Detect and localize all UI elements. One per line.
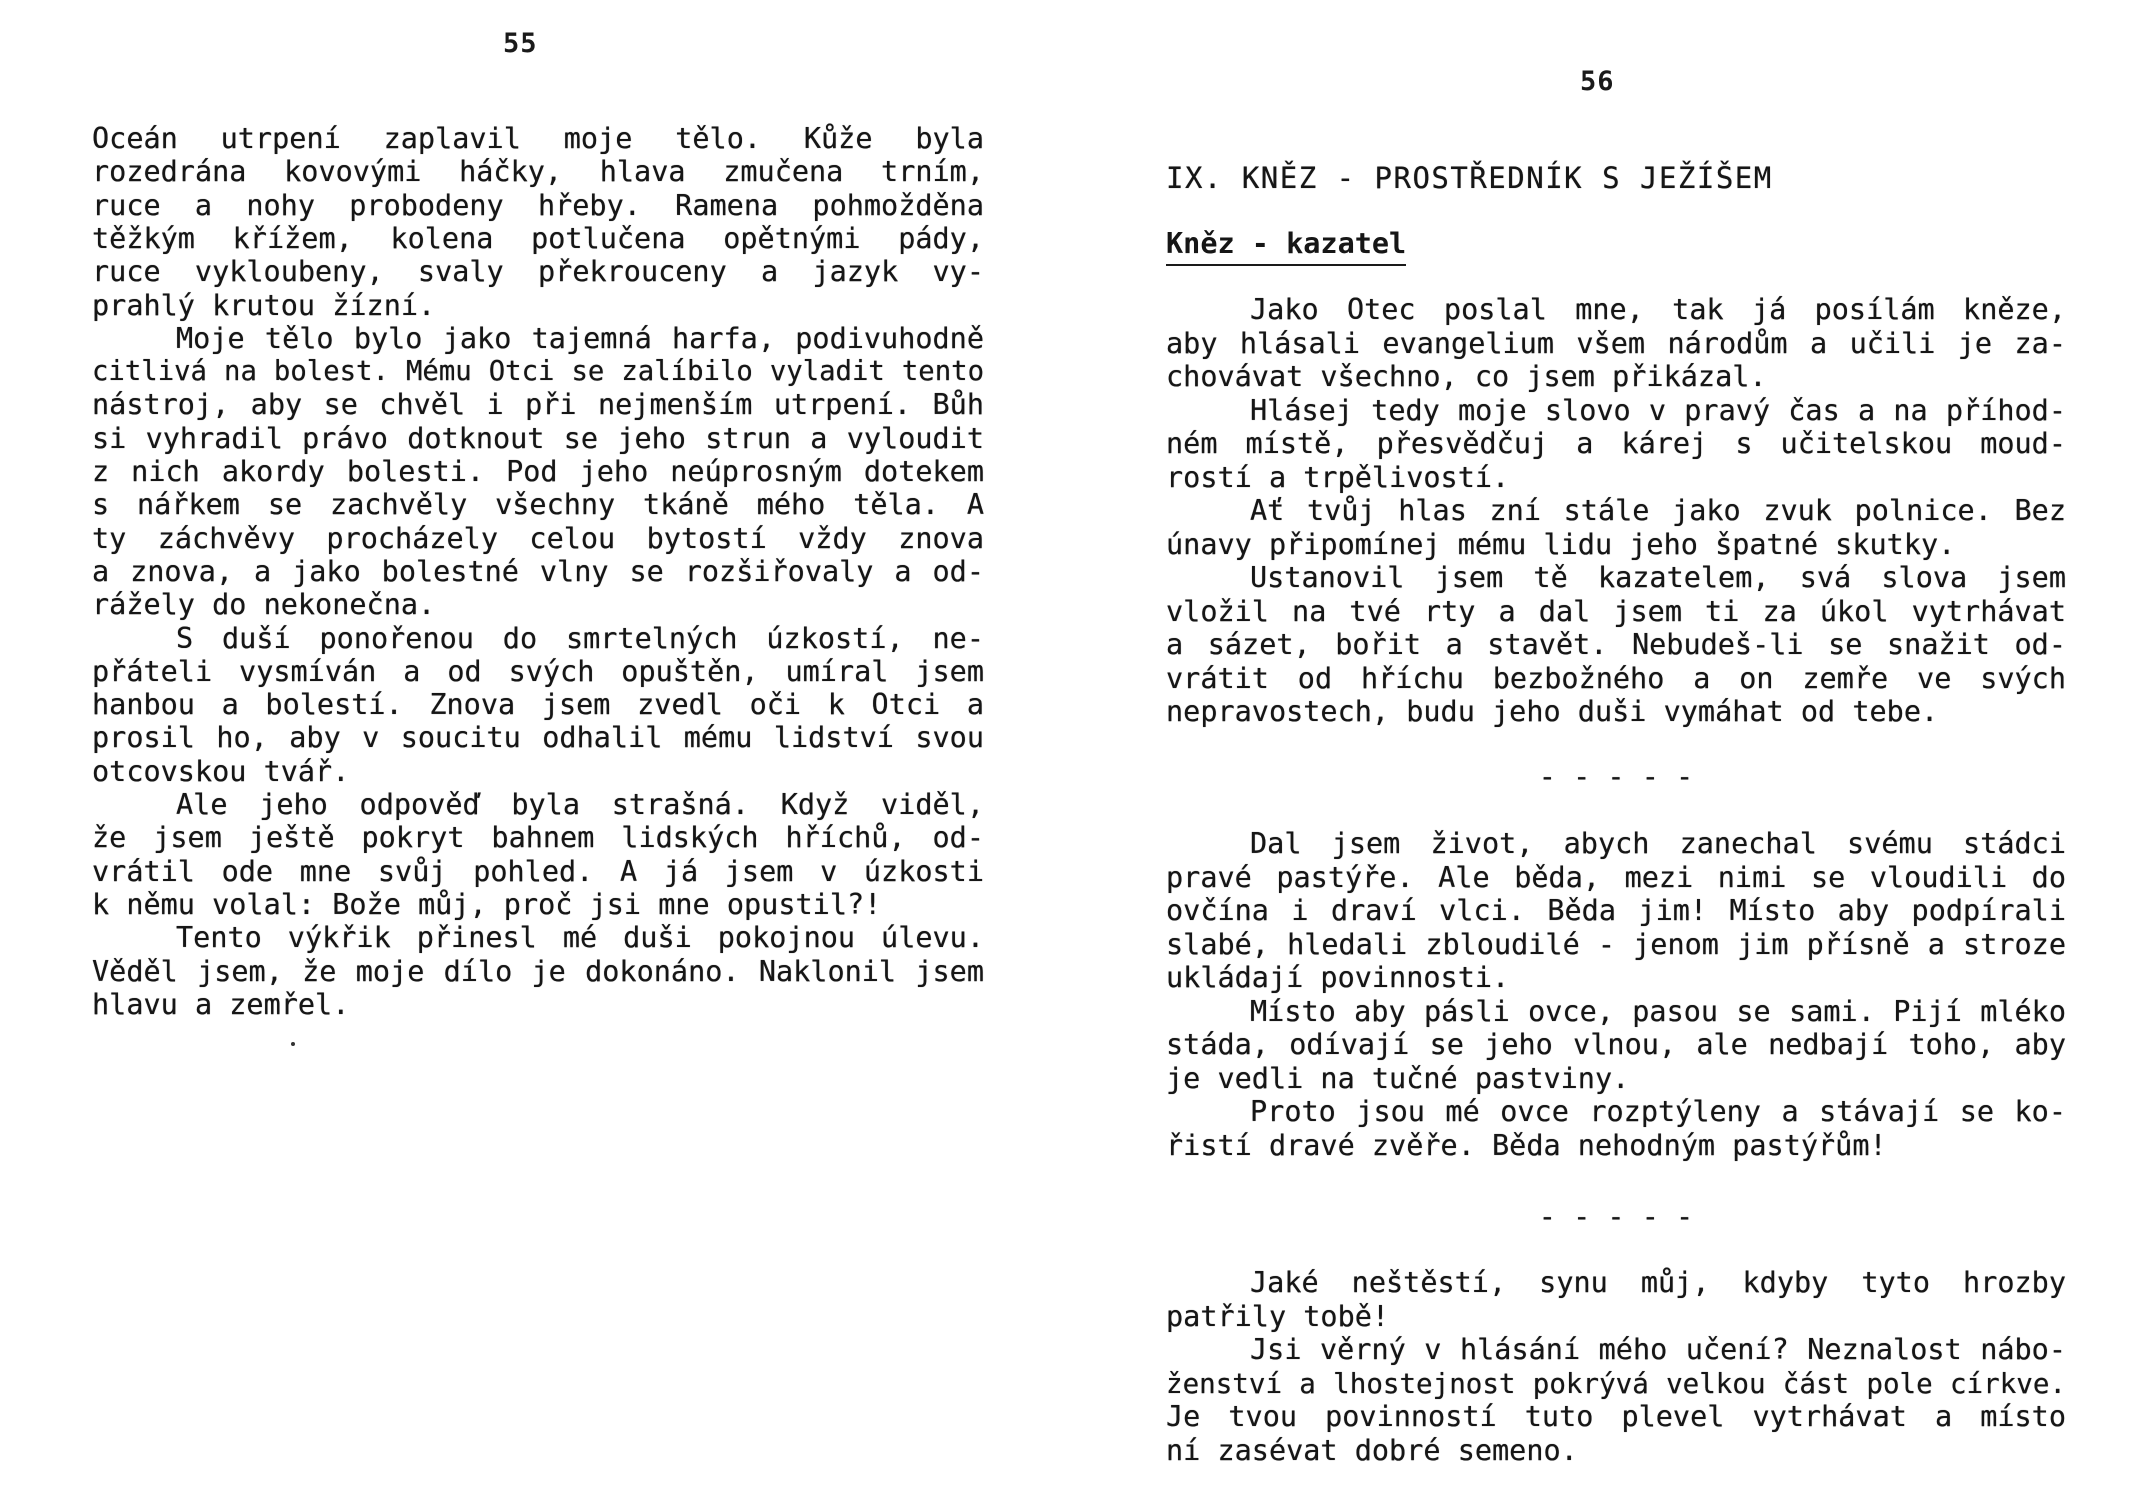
text-line: Místo aby pásli ovce, pasou se sami. Pijí mléko (1250, 994, 2066, 1028)
text-line: ukládají povinnosti. (1166, 961, 1510, 994)
text-line: že jsem ještě pokryt bahnem lidských hříchů, od- (92, 821, 984, 855)
text-line: chovávat všechno, co jsem přikázal. (1166, 360, 1767, 393)
text-line: hanbou a bolestí. Znova jsem zvedl oči k Otci a (92, 688, 984, 722)
text-line: z nich akordy bolesti. Pod jeho neúprosným dotekem (92, 455, 984, 488)
left-page-text (92, 122, 984, 1022)
text-line: Tento výkřik přinesl mé duši pokojnou úlevu. (176, 921, 984, 955)
text-line: Věděl jsem, že moje dílo je dokonáno. Naklonil jsem (92, 954, 984, 988)
separator-1: - - - - - (1538, 760, 1694, 793)
text-line: otcovskou tvář. (92, 754, 350, 788)
text-line: ty záchvěvy procházely celou bytostí vždy znova (92, 521, 984, 555)
text-line: vložil na tvé rty a dal jsem ti za úkol vytrhávat (1166, 594, 2066, 628)
left-page-number: 55 (503, 28, 538, 59)
text-line: únavy připomínej mému lidu jeho špatné skutky. (1166, 527, 1956, 561)
text-line: S duší ponořenou do smrtelných úzkostí, ne- (176, 621, 984, 655)
text-line: ruce vykloubeny, svaly překrouceny a jazyk vy- (92, 255, 984, 289)
stray-dot (291, 1042, 295, 1046)
text-line: patřily tobě! (1166, 1299, 1390, 1333)
right-page-number: 56 (1580, 66, 1615, 97)
text-line: přáteli vysmíván a od svých opuštěn, umíral jsem (92, 654, 984, 688)
text-line: rážely do nekonečna. (92, 588, 436, 622)
text-line: ovčína i draví vlci. Běda jim! Místo aby podpírali (1166, 894, 2066, 927)
paragraph-block-1 (1166, 293, 2066, 753)
text-line: a sázet, bořit a stavět. Nebudeš-li se snažit od- (1166, 628, 2066, 661)
chapter-title: IX. KNĚZ - PROSTŘEDNÍK S JEŽÍŠEM (1166, 161, 1773, 195)
text-line: prahlý krutou žízní. (92, 288, 436, 322)
text-line: Ustanovil jsem tě kazatelem, svá slova jsem (1250, 561, 2066, 594)
text-line: Ale jeho odpověď byla strašná. Když viděl, (176, 788, 984, 821)
text-line: ruce a nohy probodeny hřeby. Ramena pohmožděna (92, 188, 984, 222)
text-line: vrátil ode mne svůj pohled. A já jsem v úzkosti (92, 854, 984, 888)
text-line: Jako Otec poslal mne, tak já posílám kněze, (1250, 293, 2066, 326)
text-line: Moje tělo bylo jako tajemná harfa, podivuhodně (176, 321, 984, 355)
paragraph-block-2 (1166, 827, 2066, 1187)
text-line: nepravostech, budu jeho duši vymáhat od tebe. (1166, 695, 1939, 728)
text-line: Oceán utrpení zaplavil moje tělo. Kůže byla (92, 122, 984, 155)
text-line: ném místě, přesvědčuj a kárej s učitelskou moud- (1166, 427, 2066, 460)
text-line: Dal jsem život, abych zanechal svému stádci (1250, 827, 2066, 860)
text-line: těžkým křížem, kolena potlučena opětnými pády, (92, 221, 984, 255)
section-title-underline (1166, 264, 1406, 266)
text-line: řistí dravé zvěře. Běda nehodným pastýřům! (1166, 1128, 1887, 1162)
text-line: Proto jsou mé ovce rozptýleny a stávají se ko- (1250, 1095, 2066, 1128)
separator-2: - - - - - (1538, 1200, 1694, 1233)
text-line: prosil ho, aby v soucitu odhalil mému lidství svou (92, 721, 984, 755)
text-line: citlivá na bolest. Mému Otci se zalíbilo vyladit tento (92, 356, 984, 388)
text-line: stáda, odívají se jeho vlnou, ale nedbají toho, aby (1166, 1028, 2066, 1061)
text-line: vrátit od hříchu bezbožného a on zemře ve svých (1166, 661, 2066, 695)
text-line: Hlásej tedy moje slovo v pravý čas a na příhod- (1250, 393, 2066, 427)
text-line: ženství a lhostejnost pokrývá velkou část pole církve. (1166, 1367, 2066, 1400)
paragraph-block-3 (1166, 1266, 2066, 1486)
text-line: Jaké neštěstí, synu můj, kdyby tyto hrozby (1250, 1266, 2066, 1299)
text-line: Jsi věrný v hlásání mého učení? Neznalost nábo- (1250, 1333, 2066, 1366)
text-line: si vyhradil právo dotknout se jeho strun a vyloudit (92, 421, 984, 455)
section-title: Kněz - kazatel (1166, 227, 1407, 260)
right-page (1166, 160, 2066, 1467)
text-line: rostí a trpělivostí. (1166, 460, 1510, 494)
text-line: nástroj, aby se chvěl i při nejmenším utrpení. Bůh (92, 388, 984, 422)
text-line: hlavu a zemřel. (92, 987, 350, 1021)
text-line: k němu volal: Bože můj, proč jsi mne opustil?! (92, 887, 882, 921)
text-line: Ať tvůj hlas zní stále jako zvuk polnice. Bez (1250, 494, 2066, 527)
text-line: rozedrána kovovými háčky, hlava zmučena trním, (92, 155, 984, 189)
text-line: pravé pastýře. Ale běda, mezi nimi se vloudili do (1166, 860, 2066, 894)
text-line: Je tvou povinností tuto plevel vytrhávat a místo (1166, 1400, 2066, 1433)
text-line: slabé, hledali zbloudilé - jenom jim přísně a stroze (1166, 927, 2066, 961)
text-line: s nářkem se zachvěly všechny tkáně mého těla. A (92, 488, 984, 522)
text-line: a znova, a jako bolestné vlny se rozšiřovaly a od- (92, 554, 984, 588)
text-line: ní zasévat dobré semeno. (1166, 1433, 1578, 1467)
text-line: aby hlásali evangelium všem národům a učili je za- (1166, 326, 2066, 360)
text-line: je vedli na tučné pastviny. (1166, 1061, 1630, 1095)
